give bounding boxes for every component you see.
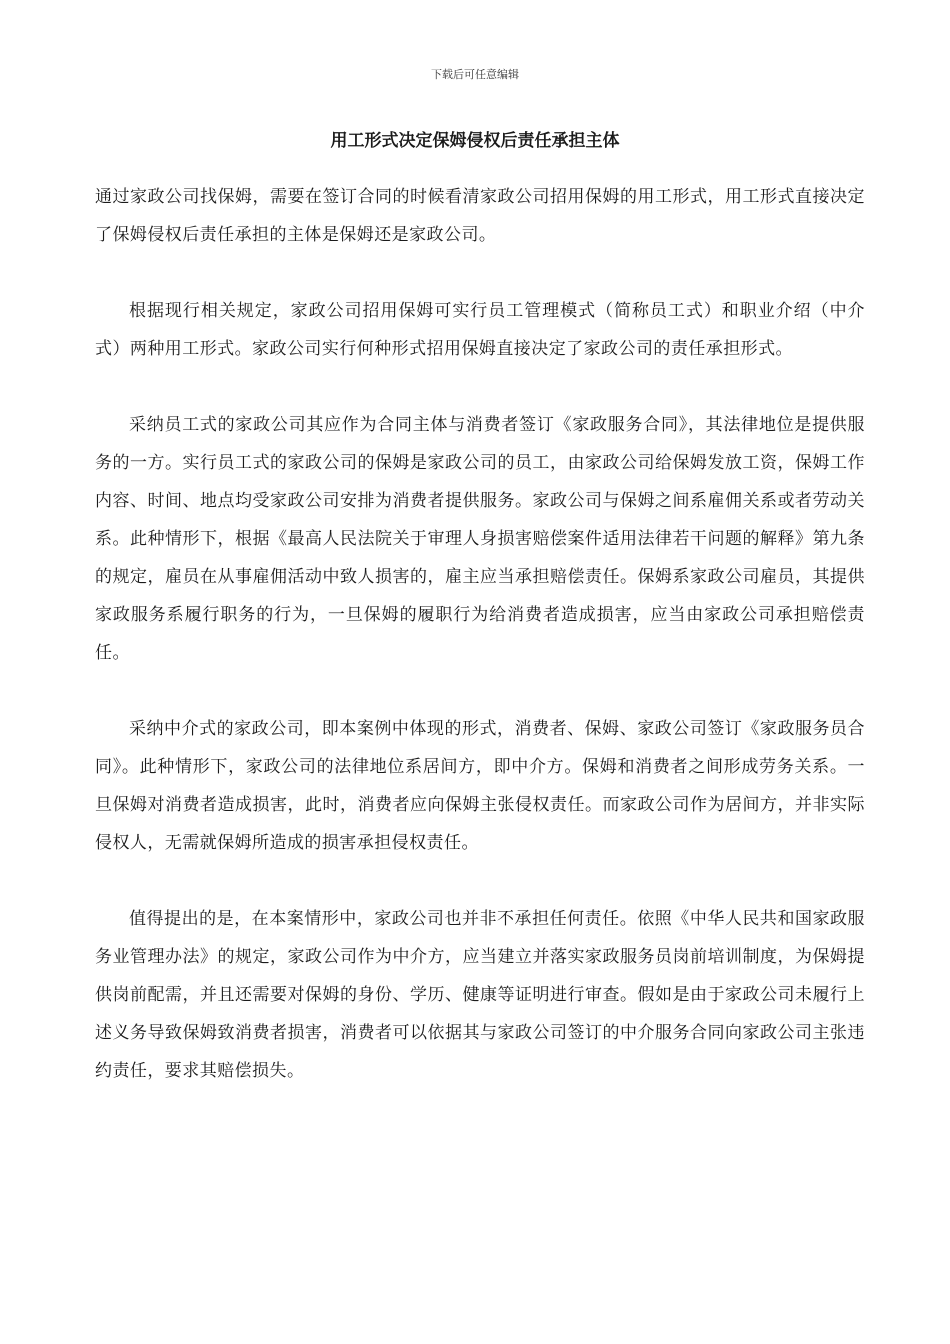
paragraph-agency-model: 采纳中介式的家政公司，即本案例中体现的形式，消费者、保姆、家政公司签订《家政服务员合同》。此种情形下，家政公司的法律地位系居间方，即中介方。保姆和消费者之间形成劳务关系。一旦保姆对消费者造成损害，此时，消费者应向保姆主张侵权责任。而家政公司作为居间方，并非实际侵权人，无需就保姆所造成的损害承担侵权责任。 [95,719,865,853]
paragraph-agency-duties: 值得提出的是，在本案情形中，家政公司也并非不承担任何责任。依照《中华人民共和国家政服务业管理办法》的规定，家政公司作为中介方，应当建立并落实家政服务员岗前培训制度，为保姆提供岗前配需，并且还需要对保姆的身份、学历、健康等证明进行审查。假如是由于家政公司未履行上述义务导致保姆致消费者损害，消费者可以依据其与家政公司签订的中介服务合同向家政公司主张违约责任，要求其赔偿损失。 [95,909,865,1081]
header-note: 下载后可任意编辑 [431,68,519,81]
paragraph-employee-model: 采纳员工式的家政公司其应作为合同主体与消费者签订《家政服务合同》，其法律地位是提供服务的一方。实行员工式的家政公司的保姆是家政公司的员工，由家政公司给保姆发放工资，保姆工作内容、时间、地点均受家政公司安排为消费者提供服务。家政公司与保姆之间系雇佣关系或者劳动关系。此种情形下，根据《最高人民法院关于审理人身损害赔偿案件适用法律若干问题的解释》第九条的规定，雇员在从事雇佣活动中致人损害的，雇主应当承担赔偿责任。保姆系家政公司雇员，其提供家政服务系履行职务的行为，一旦保姆的履职行为给消费者造成损害，应当由家政公司承担赔偿责任。 [95,415,865,663]
document-body [95,178,865,1128]
paragraph-employment-forms: 根据现行相关规定，家政公司招用保姆可实行员工管理模式（简称员工式）和职业介绍（中介式）两种用工形式。家政公司实行何种形式招用保姆直接决定了家政公司的责任承担形式。 [95,301,865,359]
document-title: 用工形式决定保姆侵权后责任承担主体 [330,131,620,151]
paragraph-intro: 通过家政公司找保姆，需要在签订合同的时候看清家政公司招用保姆的用工形式，用工形式直接决定了保姆侵权后责任承担的主体是保姆还是家政公司。 [95,187,865,245]
